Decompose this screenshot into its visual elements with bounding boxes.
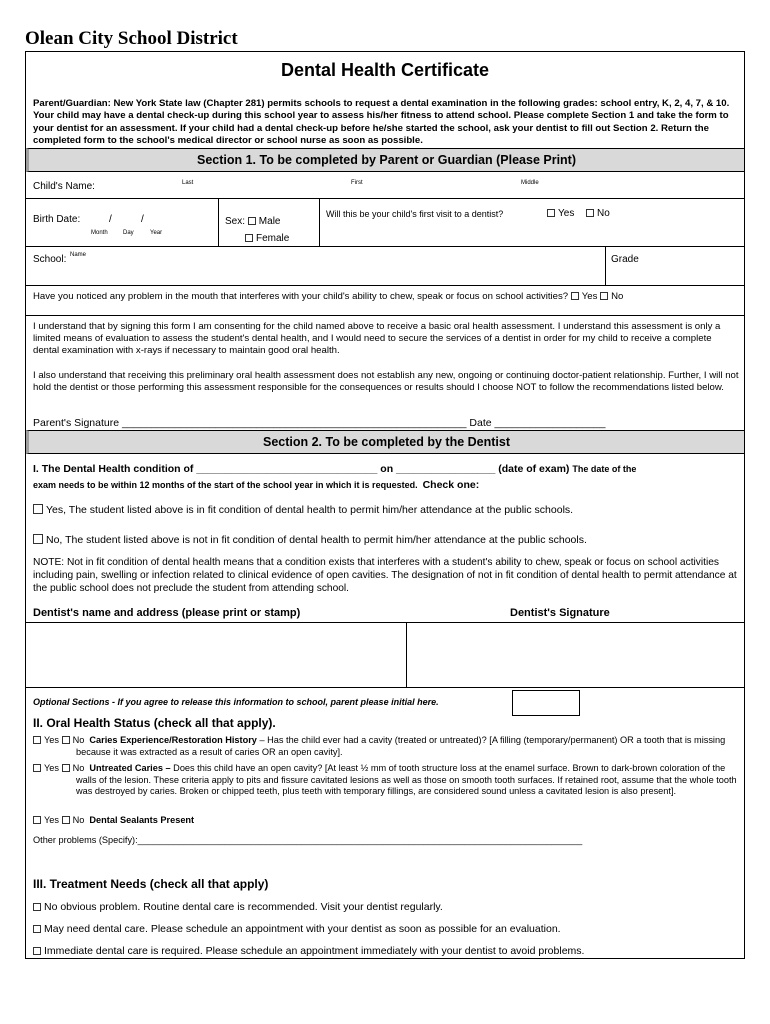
last-name-hint: Last (182, 180, 194, 186)
female-checkbox[interactable] (245, 234, 253, 242)
district-name: Olean City School District (25, 28, 238, 49)
treatment-option-3: Immediate dental care is required. Please schedule an appointment immediately with your dentist to avoid problems. (33, 945, 584, 957)
first-visit-no-checkbox[interactable] (586, 209, 594, 217)
sealants-yes-checkbox[interactable] (33, 816, 41, 824)
consent-paragraph-1: I understand that by signing this form I am consenting for the child named above to receive a basic oral health assessment. I understand this assessment is only a limited means of evaluation to assess the student's dental health, and I would need to secure the services of a dentist in order for my child to receive a complete dental examination with x-rays if necessary to maintain good oral health. (33, 321, 721, 356)
dental-certificate-form (25, 51, 745, 959)
intro-text: Parent/Guardian: New York State law (Chapter 281) permits schools to request a dental examination in the following grades: school entry, K, 2, 4, 7, & 10. Your child may have a dental check-up during this school year to assess his/her fitness to attend school. Please complete Section 1 and take the form to your dentist for an assessment. If your child had a dental check-up before he/she started the school, ask your dentist to fill out Section 2. Return the completed form to the school's medical director or school nurse as soon as possible. (33, 98, 730, 147)
consent-paragraph-2: I also understand that receiving this preliminary oral health assessment does not establish any new, ongoing or continuing doctor-patient relationship. Further, I will not hold the dentist or those performing this assessment responsible for the consequences or results should I choose NOT to follow the recommendations listed below. (33, 370, 739, 393)
problem-no-checkbox[interactable] (600, 292, 608, 300)
childs-name-label: Child's Name: (33, 181, 95, 192)
treatment-needs-title: III. Treatment Needs (check all that apply) (33, 877, 269, 891)
first-name-hint: First (351, 180, 363, 186)
other-problems-line[interactable]: Other problems (Specify):_______________________________________________________________________________________ (33, 835, 583, 845)
treatment-option-1: No obvious problem. Routine dental care is recommended. Visit your dentist regularly. (33, 901, 443, 913)
treatment-option-2: May need dental care. Please schedule an appointment with your dentist as soon as possible for an evaluation. (33, 923, 561, 935)
oral-health-status-title: II. Oral Health Status (check all that apply). (33, 716, 276, 730)
parent-signature-line[interactable]: Parent's Signature ___________________________________________________________ Date ___________________ (33, 417, 606, 429)
mouth-problem-question: Have you noticed any problem in the mouth that interferes with your child's ability to chew, speak or focus on school activities? Yes No (33, 291, 624, 302)
caries-exp-yes-checkbox[interactable] (33, 736, 41, 744)
treatment-3-checkbox[interactable] (33, 947, 41, 955)
dentist-name-label: Dentist's name and address (please print or stamp) (33, 607, 301, 619)
treatment-1-checkbox[interactable] (33, 903, 41, 911)
caries-exp-no-checkbox[interactable] (62, 736, 70, 744)
dentist-signature-label: Dentist's Signature (510, 607, 610, 619)
sex-label: Sex: Male (225, 216, 281, 227)
dental-condition-line: I. The Dental Health condition of _______________________________ on _________________ (date of exam) The date of the (33, 463, 637, 475)
treatment-2-checkbox[interactable] (33, 925, 41, 933)
untreated-caries-item: Yes No Untreated Caries – Does this child have an open cavity? [At least ½ mm of tooth structure loss at the enamel surface. Brown to dark-brown coloration of the walls of the lesion. These criteria apply to pits and fissure cavitated lesions as well as those on smooth tooth surfaces. If retained root, assume that the whole tooth was destroyed by caries. Broken or chipped teeth, plus teeth with temporary fillings, are considered sound unless a cavitated lesion is also present]. (33, 763, 739, 798)
first-visit-question: Will this be your child's first visit to a dentist? (326, 209, 504, 219)
section1-heading: Section 1. To be completed by Parent or Guardian (Please Print) (26, 148, 744, 172)
school-label: School: (33, 254, 67, 265)
fitness-note: NOTE: Not in fit condition of dental health means that a condition exists that interferes with a student's ability to chew, speak or focus on school activities including pain, swelling or infection related to clinical evidence of open cavities. The designation of not in fit condition of dental health to permit attendance at the public school does not preclude the student from attending school. (33, 557, 737, 594)
sealants-no-checkbox[interactable] (62, 816, 70, 824)
exam-timing-note: exam needs to be within 12 months of the start of the school year in which it is requested. Check one: (33, 479, 480, 491)
first-visit-no: No (586, 208, 610, 219)
day-hint: Day (123, 230, 134, 236)
parent-initial-box[interactable] (512, 690, 580, 716)
dentist-name-address-field[interactable] (26, 623, 406, 686)
untreated-yes-checkbox[interactable] (33, 764, 41, 772)
first-visit-yes: Yes (547, 208, 574, 219)
date-slash-1: / (109, 214, 112, 225)
grade-label: Grade (611, 254, 639, 265)
month-hint: Month (91, 230, 108, 236)
female-option: Female (245, 233, 289, 244)
fit-yes-checkbox[interactable] (33, 504, 43, 514)
school-name-hint: Name (70, 252, 87, 258)
problem-yes-checkbox[interactable] (571, 292, 579, 300)
form-title: Dental Health Certificate (280, 60, 490, 80)
section2-heading: Section 2. To be completed by the Dentist (26, 430, 744, 454)
date-slash-2: / (141, 214, 144, 225)
untreated-no-checkbox[interactable] (62, 764, 70, 772)
year-hint: Year (150, 230, 163, 236)
male-checkbox[interactable] (248, 217, 256, 225)
birth-date-label: Birth Date: (33, 214, 81, 225)
optional-release-text: Optional Sections - If you agree to release this information to school, parent please initial here. (33, 697, 439, 707)
fit-no-checkbox[interactable] (33, 534, 43, 544)
middle-name-hint: Middle (521, 180, 539, 186)
dentist-signature-field[interactable] (407, 623, 745, 686)
fit-yes-option: Yes, The student listed above is in fit condition of dental health to permit him/her attendance at the public schools. (33, 504, 573, 516)
sealants-item: Yes No Dental Sealants Present (33, 815, 194, 825)
first-visit-yes-checkbox[interactable] (547, 209, 555, 217)
fit-no-option: No, The student listed above is not in fit condition of dental health to permit him/her attendance at the public schools. (33, 534, 587, 546)
caries-experience-item: Yes No Caries Experience/Restoration History – Has the child ever had a cavity (treated or untreated)? [A filling (temporary/permanent) OR a tooth that is missing because it was extracted as a result of caries OR an open cavity]. (33, 735, 739, 758)
